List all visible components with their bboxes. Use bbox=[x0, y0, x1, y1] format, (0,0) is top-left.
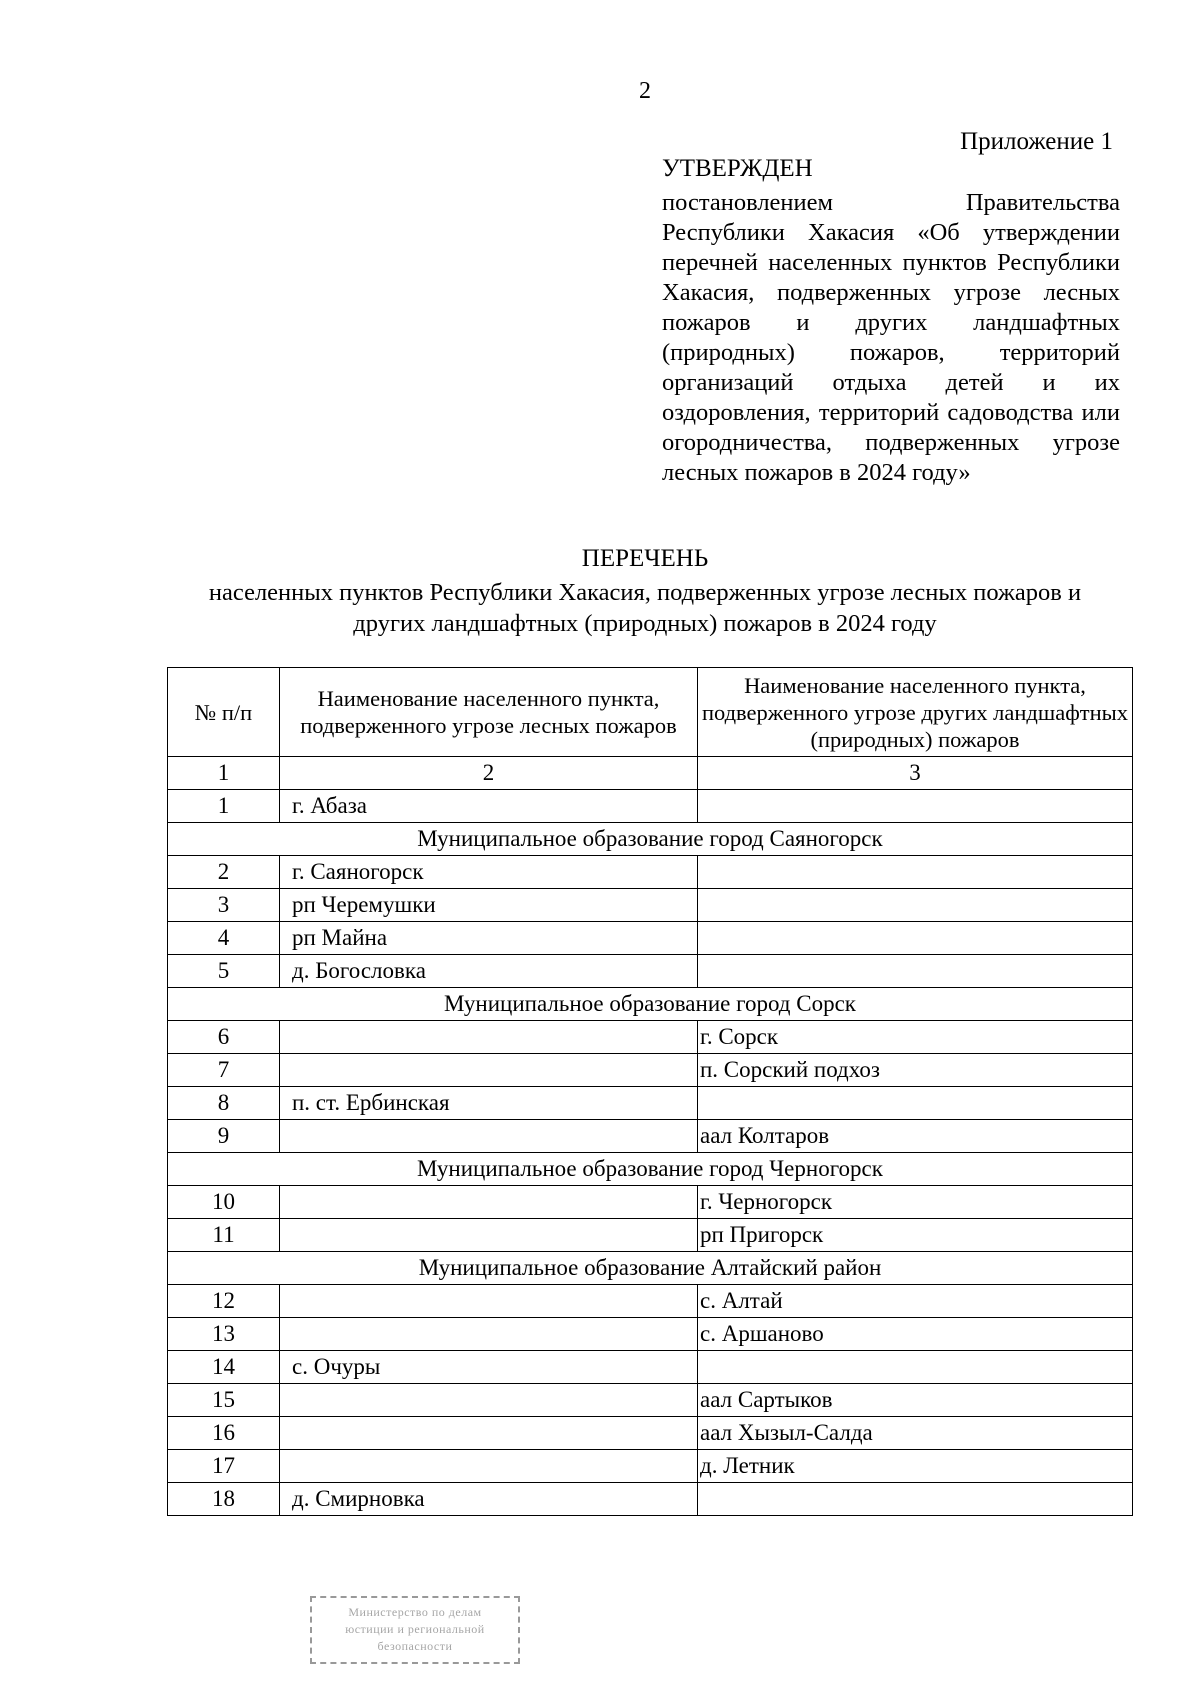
forest-fire-settlement bbox=[280, 1021, 698, 1054]
other-fire-settlement bbox=[698, 889, 1133, 922]
other-fire-settlement bbox=[698, 1351, 1133, 1384]
column-number: 1 bbox=[168, 757, 280, 790]
other-fire-settlement bbox=[698, 790, 1133, 823]
document-stamp bbox=[310, 1596, 520, 1664]
forest-fire-settlement bbox=[280, 1384, 698, 1417]
forest-fire-settlement: рп Майна bbox=[280, 922, 698, 955]
stamp-line: безопасности bbox=[377, 1639, 453, 1653]
row-number: 10 bbox=[168, 1186, 280, 1219]
table-row bbox=[168, 790, 1133, 823]
table-row bbox=[168, 1087, 1133, 1120]
forest-fire-settlement bbox=[280, 1120, 698, 1153]
other-fire-settlement: с. Аршаново bbox=[698, 1318, 1133, 1351]
other-fire-settlement: аал Сартыков bbox=[698, 1384, 1133, 1417]
table-row bbox=[168, 889, 1133, 922]
forest-fire-settlement bbox=[280, 1318, 698, 1351]
row-number: 1 bbox=[168, 790, 280, 823]
row-number: 17 bbox=[168, 1450, 280, 1483]
other-fire-settlement: п. Сорский подхоз bbox=[698, 1054, 1133, 1087]
row-number: 4 bbox=[168, 922, 280, 955]
forest-fire-settlement: д. Смирновка bbox=[280, 1483, 698, 1516]
table-row bbox=[168, 1384, 1133, 1417]
forest-fire-settlement: п. ст. Ербинская bbox=[280, 1087, 698, 1120]
header-number: № п/п bbox=[168, 668, 280, 757]
forest-fire-settlement: д. Богословка bbox=[280, 955, 698, 988]
other-fire-settlement: г. Черногорск bbox=[698, 1186, 1133, 1219]
settlements-table bbox=[167, 667, 1133, 1516]
forest-fire-settlement bbox=[280, 1450, 698, 1483]
other-fire-settlement: г. Сорск bbox=[698, 1021, 1133, 1054]
section-row bbox=[168, 988, 1133, 1021]
other-fire-settlement bbox=[698, 922, 1133, 955]
page-number: 2 bbox=[639, 78, 651, 104]
table-row bbox=[168, 856, 1133, 889]
table-row bbox=[168, 1219, 1133, 1252]
other-fire-settlement: рп Пригорск bbox=[698, 1219, 1133, 1252]
table-row bbox=[168, 1318, 1133, 1351]
list-subtitle: населенных пунктов Республики Хакасия, подверженных угрозе лесных пожаров и других ландшафтных (природных) пожаров в 2024 году bbox=[208, 579, 1082, 637]
section-title: Муниципальное образование город Саяногорск bbox=[168, 823, 1133, 856]
other-fire-settlement: аал Колтаров bbox=[698, 1120, 1133, 1153]
row-number: 6 bbox=[168, 1021, 280, 1054]
column-numbers-row bbox=[168, 757, 1133, 790]
appendix-label: Приложение 1 bbox=[960, 128, 1113, 155]
table-row bbox=[168, 1450, 1133, 1483]
forest-fire-settlement bbox=[280, 1186, 698, 1219]
column-number: 3 bbox=[698, 757, 1133, 790]
row-number: 16 bbox=[168, 1417, 280, 1450]
row-number: 7 bbox=[168, 1054, 280, 1087]
column-number: 2 bbox=[280, 757, 698, 790]
section-row bbox=[168, 1153, 1133, 1186]
row-number: 2 bbox=[168, 856, 280, 889]
table-row bbox=[168, 1120, 1133, 1153]
table-row bbox=[168, 1285, 1133, 1318]
table-header-row bbox=[168, 668, 1133, 757]
row-number: 18 bbox=[168, 1483, 280, 1516]
forest-fire-settlement: рп Черемушки bbox=[280, 889, 698, 922]
other-fire-settlement: с. Алтай bbox=[698, 1285, 1133, 1318]
table-row bbox=[168, 955, 1133, 988]
forest-fire-settlement: с. Очуры bbox=[280, 1351, 698, 1384]
forest-fire-settlement: г. Абаза bbox=[280, 790, 698, 823]
section-title: Муниципальное образование город Черногорск bbox=[168, 1153, 1133, 1186]
row-number: 15 bbox=[168, 1384, 280, 1417]
table-row bbox=[168, 922, 1133, 955]
section-row bbox=[168, 1252, 1133, 1285]
table-row bbox=[168, 1351, 1133, 1384]
table-row bbox=[168, 1186, 1133, 1219]
row-number: 3 bbox=[168, 889, 280, 922]
other-fire-settlement bbox=[698, 1087, 1133, 1120]
approved-label: УТВЕРЖДЕН bbox=[662, 155, 813, 182]
row-number: 11 bbox=[168, 1219, 280, 1252]
row-number: 14 bbox=[168, 1351, 280, 1384]
table-row bbox=[168, 1021, 1133, 1054]
header-other-fire: Наименование населенного пункта, подверженного угрозе других ландшафтных (природных) пожаров bbox=[698, 668, 1133, 757]
list-title: ПЕРЕЧЕНЬ bbox=[581, 545, 709, 572]
row-number: 13 bbox=[168, 1318, 280, 1351]
row-number: 8 bbox=[168, 1087, 280, 1120]
forest-fire-settlement bbox=[280, 1219, 698, 1252]
table-row bbox=[168, 1417, 1133, 1450]
row-number: 12 bbox=[168, 1285, 280, 1318]
approval-text: постановлением Правительства Республики Хакасия «Об утверждении перечней населенных пунктов Республики Хакасия, подверженных угрозе лесных пожаров и других ландшафтных (природных) пожаров, территорий организаций отдыха детей и их оздоровления, территорий садоводства или огородничества, подверженных угрозе лесных пожаров в 2024 году» bbox=[662, 189, 1120, 486]
forest-fire-settlement bbox=[280, 1417, 698, 1450]
row-number: 5 bbox=[168, 955, 280, 988]
other-fire-settlement bbox=[698, 1483, 1133, 1516]
stamp-line: Министерство по делам bbox=[348, 1605, 482, 1619]
forest-fire-settlement: г. Саяногорск bbox=[280, 856, 698, 889]
forest-fire-settlement bbox=[280, 1285, 698, 1318]
section-row bbox=[168, 823, 1133, 856]
other-fire-settlement: д. Летник bbox=[698, 1450, 1133, 1483]
table-row bbox=[168, 1483, 1133, 1516]
section-title: Муниципальное образование город Сорск bbox=[168, 988, 1133, 1021]
row-number: 9 bbox=[168, 1120, 280, 1153]
other-fire-settlement bbox=[698, 955, 1133, 988]
table-row bbox=[168, 1054, 1133, 1087]
other-fire-settlement: аал Хызыл-Салда bbox=[698, 1417, 1133, 1450]
header-forest-fire: Наименование населенного пункта, подверженного угрозе лесных пожаров bbox=[280, 668, 698, 757]
table-body bbox=[168, 668, 1133, 1516]
section-title: Муниципальное образование Алтайский район bbox=[168, 1252, 1133, 1285]
other-fire-settlement bbox=[698, 856, 1133, 889]
forest-fire-settlement bbox=[280, 1054, 698, 1087]
stamp-line: юстиции и региональной bbox=[345, 1622, 485, 1636]
